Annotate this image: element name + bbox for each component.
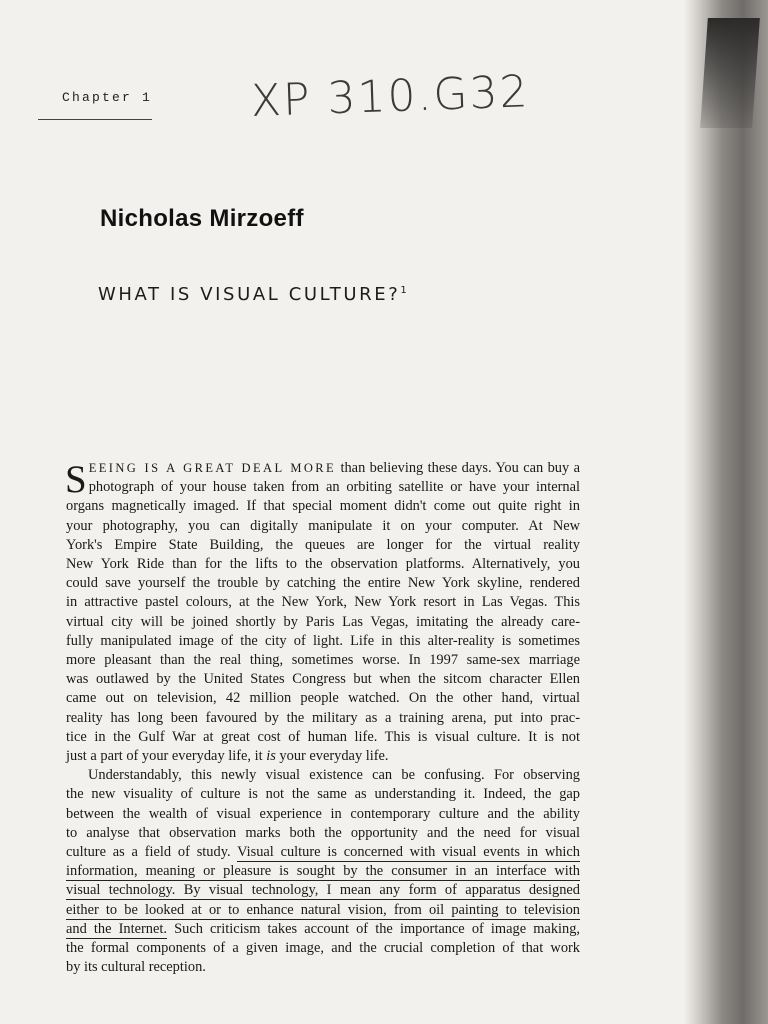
pen-underline: either to be looked at or to enhance natural vision, from oil painting to television (66, 901, 580, 918)
lead-smallcaps: EEING IS A GREAT DEAL MORE (88, 461, 337, 475)
text-line: organs magnetically imaged. If that special moment didn't come out quite right in (66, 498, 580, 515)
scan-corner-shadow (700, 18, 760, 128)
text-line (66, 881, 580, 900)
text-line: more pleasant than the real thing, sometimes worse. In 1997 same-sex marriage (66, 652, 580, 669)
text-line: culture as a field of study. Visual culture is concerned with visual events in which (66, 844, 580, 861)
text-line: and the Internet. Such criticism takes account of the importance of image making, (66, 920, 580, 937)
chapter-rule (38, 119, 152, 120)
scan-binding-shadow (684, 0, 768, 1024)
pen-underline: information, meaning or pleasure is sought by the consumer in an interface with (66, 863, 580, 880)
chapter-label: Chapter 1 (62, 90, 153, 105)
pen-underline: and the Internet. (66, 920, 167, 937)
text-line: New York Ride than for the lifts to the observation platforms. Alternatively, you (66, 556, 580, 573)
pen-underline: visual technology. By visual technology, I mean any form of apparatus designed (66, 882, 580, 899)
text-line: the new visuality of culture is not the same as understanding it. Indeed, the gap (66, 786, 580, 803)
text-line: came out on television, 42 million people watched. On the other hand, virtual (66, 690, 580, 707)
title-footnote-marker: 1 (400, 285, 407, 296)
text-line: York's Empire State Building, the queues are longer for the virtual reality (66, 536, 580, 553)
text-line: Understandably, this newly visual existence can be confusing. For observing (88, 767, 580, 784)
text-line: tice in the Gulf War at great cost of human life. This is visual culture. It is not (66, 728, 580, 745)
text-line (66, 901, 580, 920)
chapter-title-text: WHAT IS VISUAL CULTURE? (98, 284, 401, 305)
text-line: virtual city will be joined shortly by Paris Las Vegas, imitating the already care- (66, 613, 580, 630)
text-line: could save yourself the trouble by catching the entire New York skyline, rendered (66, 575, 580, 592)
text-line: just a part of your everyday life, it is your everyday life. (66, 748, 389, 765)
emphasis: is (266, 748, 276, 765)
body-text (66, 459, 580, 977)
pen-underline: Visual culture is concerned with visual events in which (237, 844, 580, 861)
text-line: by its cultural reception. (66, 959, 206, 976)
text-line: photograph of your house taken from an orbiting satellite or have your internal (88, 479, 580, 496)
drop-cap: S (65, 458, 87, 501)
handwritten-call-number: XP 310.G32 (250, 66, 531, 127)
text-line: between the wealth of visual experience in contemporary culture and the ability (66, 805, 580, 822)
text-line (66, 862, 580, 881)
author-name: Nicholas Mirzoeff (100, 205, 304, 232)
text-line: EEING IS A GREAT DEAL MORE than believing these days. You can buy a (88, 460, 580, 476)
text-line: reality has long been favoured by the military as a training arena, put into prac- (66, 709, 580, 726)
text-line: to analyse that observation marks both the opportunity and the need for visual (66, 824, 580, 841)
text-line: in attractive pastel colours, at the New York, New York resort in Las Vegas. This (66, 594, 580, 611)
text-line: the formal components of a given image, and the crucial completion of that work (66, 940, 580, 957)
paragraph-2 (66, 766, 580, 977)
chapter-title (98, 284, 407, 305)
paragraph-1 (66, 459, 580, 766)
text-line: your photography, you can digitally manipulate it on your computer. At New (66, 517, 580, 534)
text-line: fully manipulated image of the city of light. Life in this alter-reality is sometimes (66, 632, 580, 649)
text-line: was outlawed by the United States Congress but when the sitcom character Ellen (66, 671, 580, 688)
